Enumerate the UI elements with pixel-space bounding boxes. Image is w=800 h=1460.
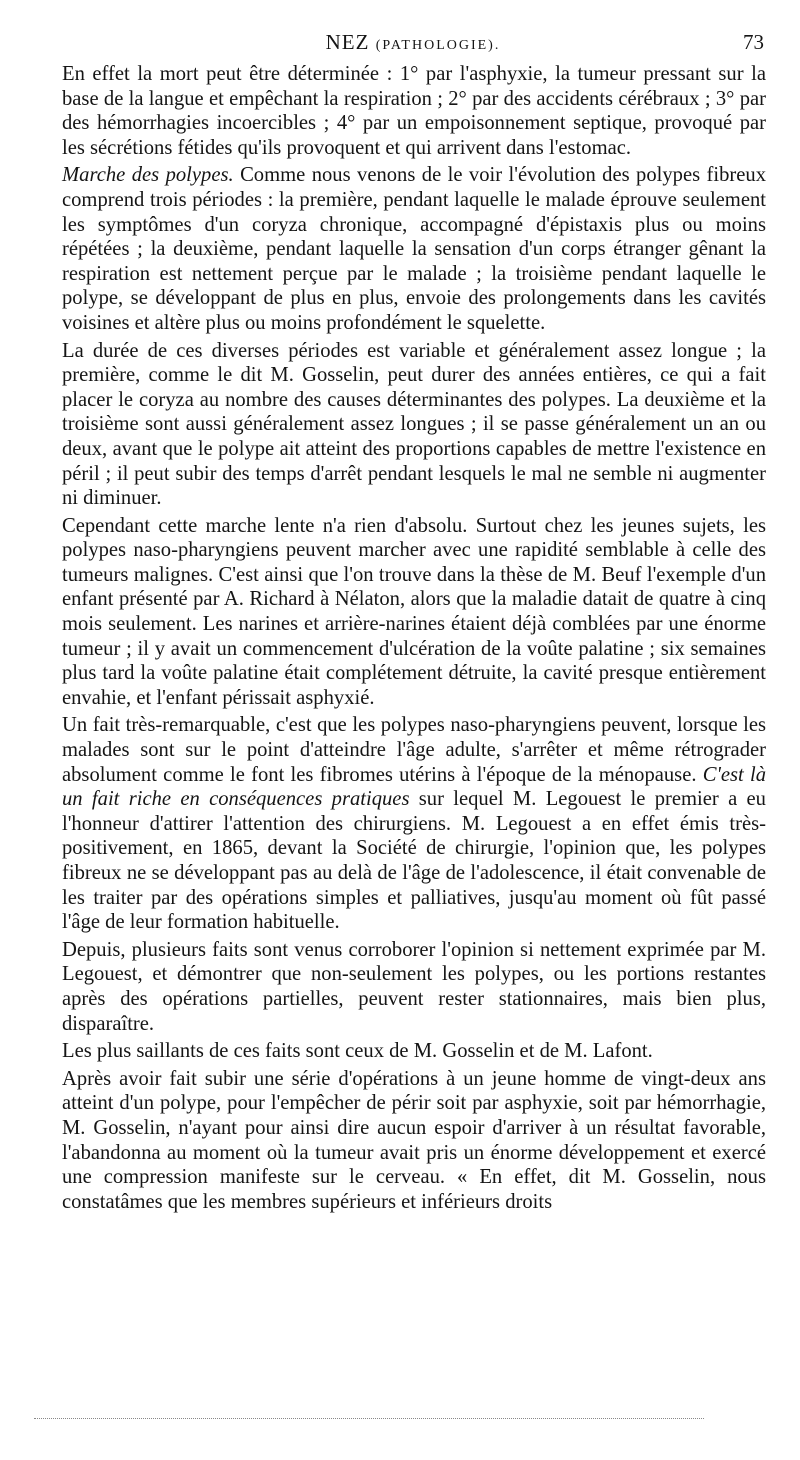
paragraph-1-text: En effet la mort peut être déterminée : 1° par l'asphyxie, la tumeur pressant sur la base de la langue et empêchant la respiration ; 2° par des accidents cérébraux ; 3° par des hémorrhagies incoercibles ; 4° par un empoisonnement septique, provoqué par les sécrétions fétides qu'ils provoquent et qui arrivent dans l'estomac. [62,63,766,159]
paragraph-5-text: Un fait très-remarquable, c'est que les polypes naso-pharyngiens peuvent, lorsque les malades sont sur le point d'atteindre l'âge adulte, s'arrêter et même rétrograder absolument comme le font les fibromes utérins à l'époque de la ménopause. [62,714,766,786]
paragraph-3-text: La durée de ces diverses périodes est variable et généralement assez longue ; la première, comme le dit M. Gosselin, peut durer des années entières, ce qui a fait placer le coryza au nombre des causes déterminantes des polypes. La deuxième et la troisième sont aussi généralement assez longues ; il se passe généralement un an ou deux, avant que le polype ait atteint des proportions capables de mettre l'existence en péril ; il peut subir des temps d'arrêt pendant lesquels le mal ne semble ni augmenter ni diminuer. [62,339,766,510]
paragraph-8-text: Après avoir fait subir une série d'opérations à un jeune homme de vingt-deux ans atteint d'un polype, pour l'empêcher de périr soit par asphyxie, soit par hémorrhagie, M. Gosselin, n'ayant pour ainsi dire aucun espoir d'arriver à un résultat favorable, l'abandonna au moment où la tumeur avait pris un énorme développement et exercé une compression manifeste sur le cerveau. « En effet, dit M. Gosselin, nous constatâmes que les membres supérieurs et inférieurs droits [62,1067,766,1213]
paragraph-6 [62,938,766,1036]
paragraph-5-emphasis: C'est là un fait riche en conséquences pratiques [62,763,766,811]
body-text [62,62,766,1214]
page-number: 73 [743,30,764,54]
running-head-main: NEZ [325,30,370,54]
paragraph-4 [62,514,766,711]
paragraph-5 [62,713,766,934]
paragraph-7 [62,1039,766,1064]
paragraph-1 [62,62,766,160]
paragraph-3 [62,339,766,511]
paragraph-6-text: Depuis, plusieurs faits sont venus corroborer l'opinion si nettement exprimée par M. Legouest, et démontrer que non-seulement les polypes, ou les portions restantes après des opérations partielles, peuvent rester stationnaires, mais bien plus, disparaître. [62,938,766,1035]
running-head [62,30,764,55]
paragraph-2 [62,163,766,335]
page-header [62,30,764,58]
paragraph-8 [62,1067,766,1215]
section-lead-marche-des-polypes: Marche des polypes. [62,164,234,187]
paragraph-2-text: Comme nous venons de le voir l'évolution des polypes fibreux comprend trois périodes : la première, pendant laquelle le malade éprouve seulement les symptômes d'un coryza chronique, accompagné d'épistaxis plus ou moins répétées ; la deuxième, pendant laquelle la sensation d'un corps étranger gênant la respiration est nettement perçue par le malade ; la troisième pendant laquelle le polype, se développant de plus en plus, envoie des prolongements dans les cavités voisines et altère plus ou moins profondément le squelette. [62,164,766,334]
paragraph-5-text-after: sur lequel M. Legouest le premier a eu l'honneur d'attirer l'attention des chirurgiens. M. Legouest a en effet émis très-positivement, en 1865, devant la Société de chirurgie, l'opinion que, les polypes fibreux ne se développant pas au delà de l'âge de l'adolescence, il était convenable de les traiter par des opérations simples et palliatives, jusqu'au moment où fût passé l'âge de leur formation habituelle. [62,788,766,934]
footer-dotted-rule [34,1418,704,1419]
paragraph-4-text: Cependant cette marche lente n'a rien d'absolu. Surtout chez les jeunes sujets, les polypes naso-pharyngiens peuvent marcher avec une rapidité semblable à celle des tumeurs malignes. C'est ainsi que l'on trouve dans la thèse de M. Beuf l'exemple d'un enfant présenté par A. Richard à Nélaton, alors que la maladie datait de quatre à cinq mois seulement. Les narines et arrière-narines étaient déjà comblées par une énorme tumeur ; il y avait un commencement d'ulcération de la voûte palatine ; six semaines plus tard la voûte palatine était complétement détruite, la cavité presque entièrement envahie, et l'enfant périssait asphyxié. [62,514,766,709]
running-head-subtitle: (PATHOLOGIE). [375,38,501,53]
paragraph-7-text: Les plus saillants de ces faits sont ceux de M. Gosselin et de M. Lafont. [62,1040,653,1063]
